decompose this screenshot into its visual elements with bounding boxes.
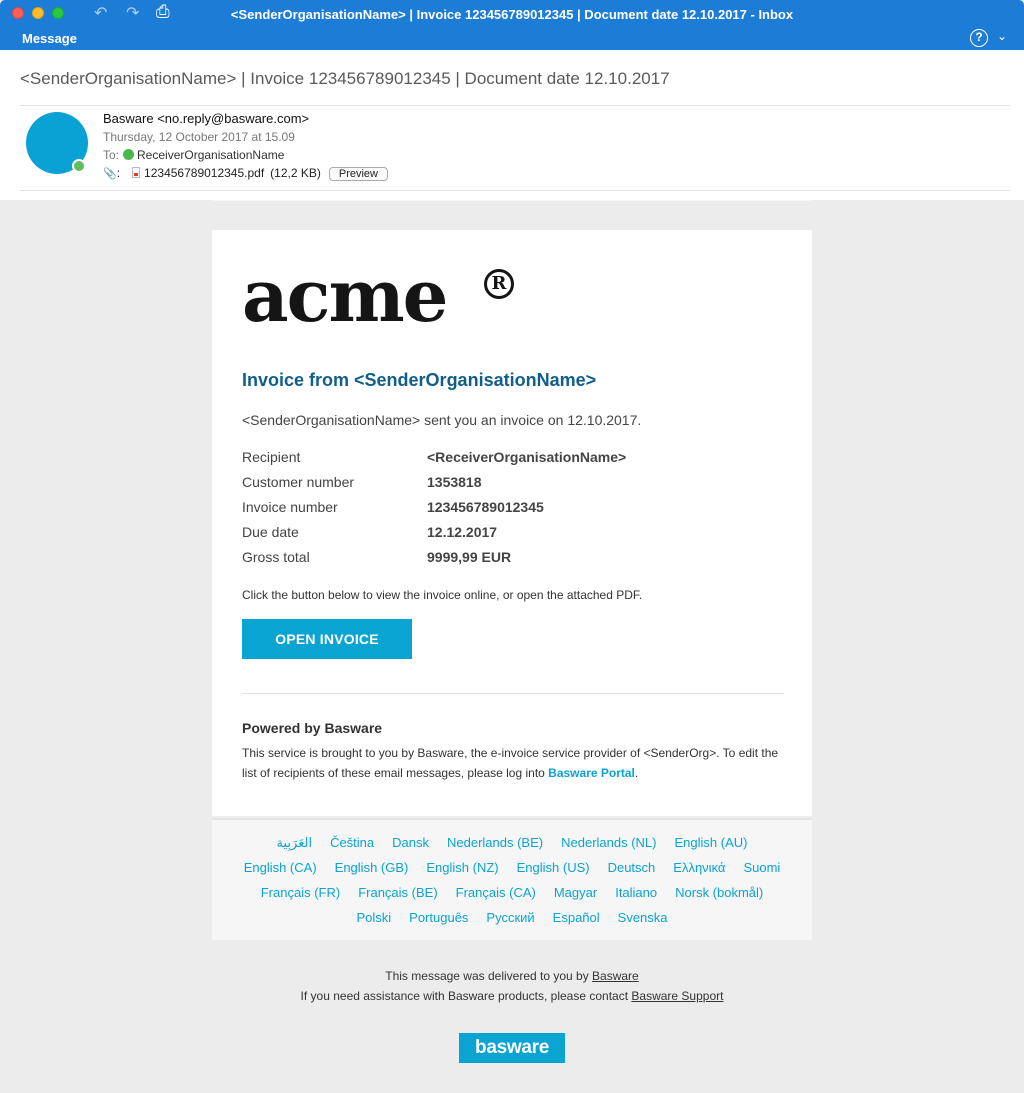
language-link[interactable]: Italiano	[615, 885, 658, 900]
divider	[20, 190, 1010, 191]
email-card	[212, 230, 812, 816]
message-header	[0, 50, 1024, 200]
acme-logo: acme	[242, 253, 447, 338]
service-description: This service is brought to you by Basware, the e-invoice service provider of <SenderOrg>. To edit the list of recipients of these email messages, please log into	[242, 746, 779, 780]
recipient-presence-icon	[123, 149, 134, 160]
language-link[interactable]: Magyar	[553, 885, 598, 900]
attachment-size: (12,2 KB)	[270, 166, 321, 180]
attachment-name[interactable]: 123456789012345.pdf	[144, 166, 265, 180]
undo-icon[interactable]: ↶	[94, 3, 108, 22]
language-link[interactable]: Nederlands (BE)	[447, 835, 544, 850]
language-link[interactable]: Čeština	[330, 835, 375, 850]
language-link[interactable]: العَرَبِية	[276, 835, 313, 850]
language-link[interactable]: English (CA)	[243, 860, 317, 875]
language-link[interactable]: Nederlands (NL)	[561, 835, 657, 850]
language-link[interactable]: Français (CA)	[455, 885, 536, 900]
preview-button[interactable]: Preview	[329, 167, 388, 181]
language-link[interactable]: Svenska	[617, 910, 668, 925]
support-text: If you need assistance with Basware products, please contact	[300, 989, 632, 1003]
recipient[interactable]: ReceiverOrganisationName	[137, 148, 285, 162]
detail-value: <ReceiverOrganisationName>	[427, 449, 627, 465]
presence-indicator	[72, 159, 86, 173]
basware-link[interactable]: Basware	[592, 969, 639, 983]
service-text	[242, 743, 787, 783]
basware-logo[interactable]: basware	[459, 1033, 565, 1063]
basware-portal-link[interactable]: Basware Portal	[548, 766, 635, 780]
language-link[interactable]: English (NZ)	[426, 860, 499, 875]
sender[interactable]: Basware <no.reply@basware.com>	[103, 111, 310, 126]
registered-mark-icon: R	[484, 269, 514, 299]
basware-support-link[interactable]: Basware Support	[631, 989, 724, 1003]
detail-label: Invoice number	[242, 499, 338, 515]
language-row	[212, 885, 812, 900]
tab-message[interactable]: Message	[22, 31, 77, 46]
language-row	[212, 910, 812, 925]
open-invoice-button[interactable]: OPEN INVOICE	[242, 619, 412, 659]
message-date: Thursday, 12 October 2017 at 15.09	[103, 130, 295, 144]
redo-icon[interactable]: ↷	[126, 3, 140, 22]
language-link[interactable]: Português	[409, 910, 469, 925]
language-link[interactable]: Polski	[356, 910, 392, 925]
detail-label: Recipient	[242, 449, 301, 465]
attachment-row	[103, 166, 388, 181]
detail-label: Customer number	[242, 474, 355, 490]
powered-by-title: Powered by Basware	[242, 720, 383, 736]
message-subject: <SenderOrganisationName> | Invoice 123456789012345 | Document date 12.10.2017	[20, 69, 670, 88]
support-note	[0, 989, 1024, 1003]
help-icon[interactable]: ?	[970, 29, 988, 47]
divider	[20, 105, 1010, 106]
divider	[242, 693, 784, 694]
language-links	[212, 818, 812, 940]
language-link[interactable]: Русский	[486, 910, 535, 925]
detail-label: Gross total	[242, 549, 310, 565]
sent-line: <SenderOrganisationName> sent you an invoice on 12.10.2017.	[242, 412, 642, 428]
window-titlebar	[0, 0, 1024, 50]
language-link[interactable]: Français (FR)	[260, 885, 341, 900]
language-link[interactable]: Norsk (bokmål)	[675, 885, 764, 900]
language-row	[212, 860, 812, 875]
invoice-title: Invoice from <SenderOrganisationName>	[242, 370, 597, 390]
window-title: <SenderOrganisationName> | Invoice 123456789012345 | Document date 12.10.2017 - Inbox	[230, 7, 794, 22]
divider	[212, 200, 812, 201]
detail-value: 9999,99 EUR	[427, 549, 512, 565]
language-link[interactable]: English (GB)	[334, 860, 409, 875]
language-link[interactable]: Suomi	[743, 860, 781, 875]
print-icon[interactable]: ⎙	[156, 2, 170, 22]
detail-value: 12.12.2017	[427, 524, 498, 540]
detail-label: Due date	[242, 524, 299, 540]
detail-value: 1353818	[427, 474, 482, 490]
language-row	[212, 835, 812, 851]
attachment-separator: :	[116, 166, 121, 180]
paperclip-icon: 📎	[103, 167, 117, 180]
pdf-file-icon	[132, 167, 140, 178]
language-link[interactable]: Ελληνικά	[673, 860, 726, 875]
language-link[interactable]: English (AU)	[674, 835, 748, 850]
language-link[interactable]: Français (BE)	[358, 885, 438, 900]
instruction-text: Click the button below to view the invoice online, or open the attached PDF.	[242, 588, 643, 602]
delivery-text: This message was delivered to you by	[385, 969, 593, 983]
detail-value: 123456789012345	[427, 499, 544, 515]
to-label: To:	[103, 148, 120, 162]
language-link[interactable]: Deutsch	[607, 860, 656, 875]
language-link[interactable]: English (US)	[516, 860, 590, 875]
chevron-down-icon[interactable]: ⌄	[997, 29, 1008, 43]
service-end: .	[634, 766, 639, 780]
language-link[interactable]: Dansk	[392, 835, 429, 850]
delivery-note	[0, 969, 1024, 983]
language-link[interactable]: Español	[552, 910, 600, 925]
recipient-row	[103, 148, 284, 162]
